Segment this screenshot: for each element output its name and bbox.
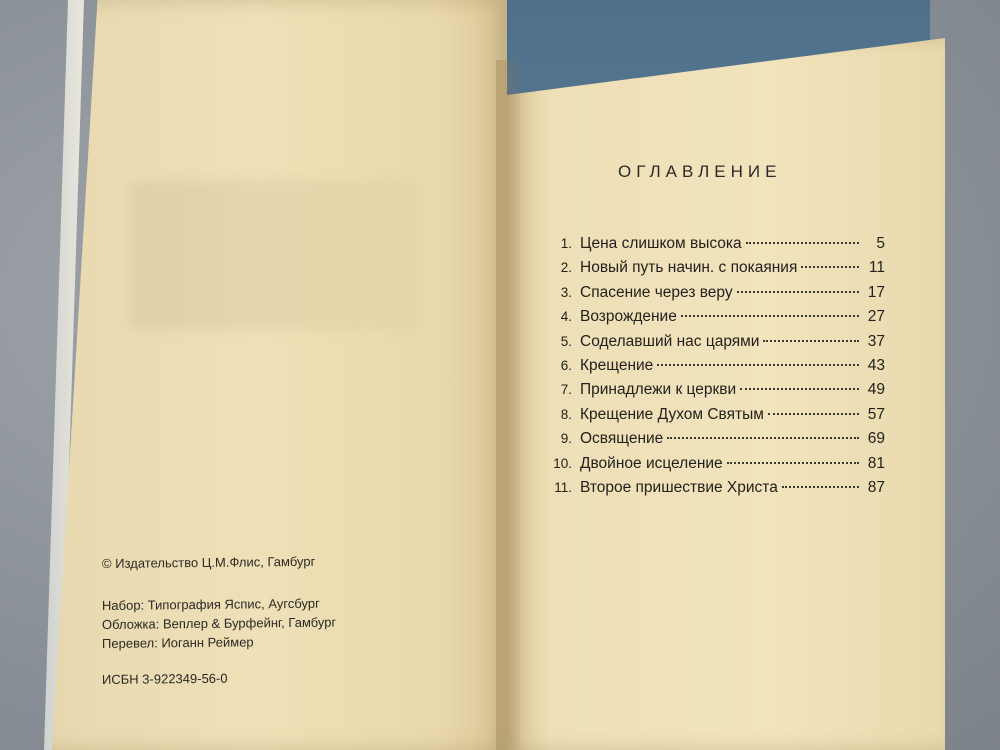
toc-entry-title: Двойное исцеление [580, 454, 723, 472]
toc-entry [540, 479, 885, 503]
toc-entry [540, 455, 885, 479]
toc-entry-title: Цена слишком высока [580, 235, 742, 252]
toc-entry [540, 333, 885, 357]
toc-entry-page: 49 [867, 381, 885, 399]
toc-leader-dots [737, 291, 859, 293]
imprint-cover: Обложка: Веплер & Бурфейнг, Гамбург [101, 614, 337, 632]
toc-entry-page: 37 [867, 332, 885, 350]
toc-entry-page: 43 [867, 356, 885, 374]
toc-entry [540, 430, 885, 454]
toc-entry-number: 3. [560, 284, 572, 300]
toc-entry-number: 11. [554, 479, 572, 495]
toc-entry-title: Соделавший нас царями [580, 332, 760, 350]
toc-leader-dots [740, 388, 859, 390]
imprint-isbn: ИСБН 3-922349-56-0 [101, 670, 228, 687]
toc-entry-title: Возрождение [580, 308, 677, 326]
toc-entry [540, 308, 885, 332]
toc-entry-page: 57 [867, 405, 885, 423]
imprint-translator: Перевел: Иоганн Реймер [101, 634, 254, 651]
imprint-copyright: © Издательство Ц.М.Флис, Гамбург [101, 553, 316, 571]
toc-entry-title: Крещение Духом Святым [580, 405, 764, 423]
toc-entry-number: 8. [560, 406, 572, 422]
toc-leader-dots [657, 364, 859, 366]
toc-entry [540, 235, 885, 259]
toc-entry-number: 1. [560, 236, 572, 251]
toc-entry [540, 406, 885, 430]
book-gutter [496, 60, 520, 750]
toc-entry [540, 357, 885, 381]
toc-entry-number: 7. [560, 382, 572, 398]
toc-entry-title: Освящение [580, 430, 664, 448]
toc-entry-page: 5 [876, 235, 885, 252]
toc-entry-title: Спасение через веру [580, 283, 733, 301]
toc-entry-number: 5. [560, 333, 572, 349]
toc-entry-page: 69 [867, 430, 885, 448]
toc-entry-number: 4. [560, 309, 572, 325]
toc-heading: ОГЛАВЛЕНИЕ [618, 162, 782, 181]
toc-entry-page: 87 [867, 478, 885, 496]
imprint-typesetting: Набор: Типография Яспис, Аугсбург [101, 595, 320, 613]
toc-leader-dots [763, 340, 859, 342]
toc-entry-page: 17 [867, 283, 885, 301]
toc-entry-page: 11 [868, 259, 885, 277]
show-through-print [130, 180, 420, 330]
toc-entry-title: Принадлежи к церкви [580, 381, 737, 399]
toc-entry-title: Второе пришествие Христа [580, 478, 778, 496]
toc-entry-number: 10. [553, 455, 572, 471]
toc-entry-number: 2. [560, 260, 572, 276]
toc-entry-number: 6. [560, 357, 572, 373]
table-of-contents [540, 235, 885, 503]
toc-leader-dots [727, 462, 859, 464]
toc-entry-page: 27 [867, 308, 885, 326]
toc-leader-dots [746, 242, 859, 244]
toc-leader-dots [681, 315, 859, 317]
toc-leader-dots [801, 266, 859, 268]
toc-leader-dots [782, 486, 859, 488]
toc-entry-title: Крещение [580, 356, 654, 374]
toc-entry-page: 81 [867, 454, 885, 472]
toc-entry [540, 259, 885, 283]
toc-entry [540, 381, 885, 405]
toc-entry [540, 284, 885, 308]
toc-leader-dots [768, 413, 859, 415]
toc-entry-number: 9. [560, 431, 572, 447]
toc-entry-title: Новый путь начин. с покаяния [580, 259, 798, 277]
toc-leader-dots [667, 437, 859, 439]
